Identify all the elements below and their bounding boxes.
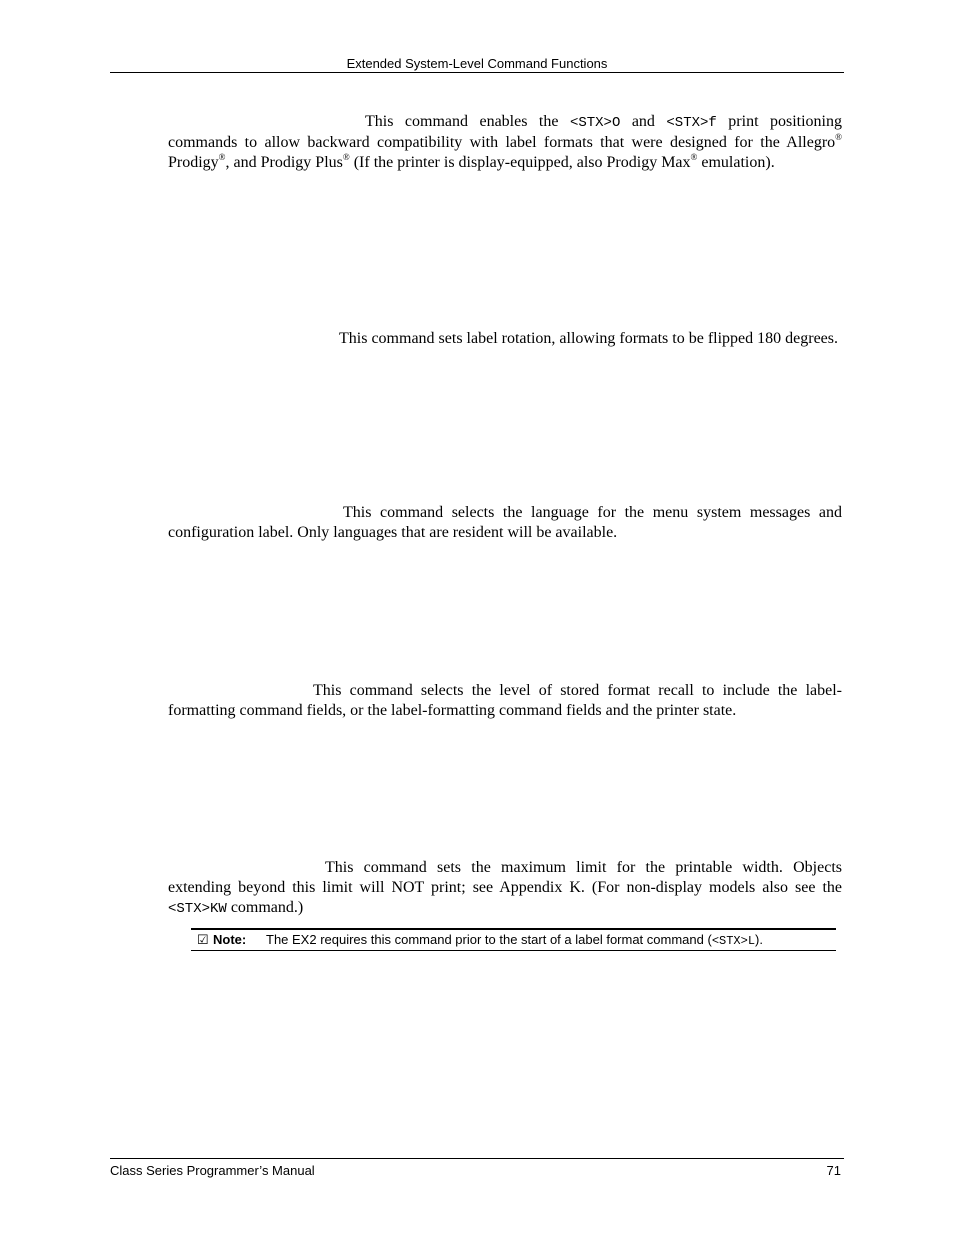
section-paragraph-2: This command sets label rotation, allowing formats to be flipped 180 degrees. — [339, 330, 838, 347]
checkbox-icon: ☑ — [197, 932, 209, 947]
section-paragraph-4: This command selects the level of stored format recall to include the label-formatting command fields, or the label-formatting command fields and the printer state. — [168, 682, 842, 719]
running-header: Extended System-Level Command Functions — [110, 55, 844, 73]
inline-code: <STX>f — [666, 115, 717, 131]
manual-title: Class Series Programmer’s Manual — [110, 1163, 315, 1178]
inline-code: <STX>O — [569, 115, 621, 131]
section-paragraph-5: This command sets the maximum limit for the printable width. Objects extending beyond this limit will NOT print; see Appendix K. (For non-display models also see the <STX>KW command.) — [168, 859, 842, 917]
section-paragraph-3: This command selects the language for the menu system messages and configuration label. Only languages that are resident will be available. — [168, 504, 842, 541]
inline-code: <STX>L — [711, 934, 756, 948]
registered-mark: ® — [218, 152, 226, 162]
section-paragraph-1: This command enables the <STX>O and <STX>f print positioning commands to allow backward compatibility with label formats that were designed for the Allegro® Prodigy®, and Prodigy Plus® (If the printer is display-equipped, also Prodigy Max® emulation). — [168, 113, 842, 171]
inline-code: <STX>KW — [168, 901, 227, 917]
page-number: 71 — [826, 1163, 841, 1178]
registered-mark: ® — [835, 132, 842, 142]
note-box — [191, 928, 836, 951]
registered-mark: ® — [342, 152, 350, 162]
note-label: Note: — [213, 932, 247, 947]
note-text: The EX2 requires this command prior to the start of a label format command (<STX>L). — [266, 932, 763, 948]
registered-mark: ® — [690, 152, 698, 162]
running-footer — [110, 1158, 844, 1179]
